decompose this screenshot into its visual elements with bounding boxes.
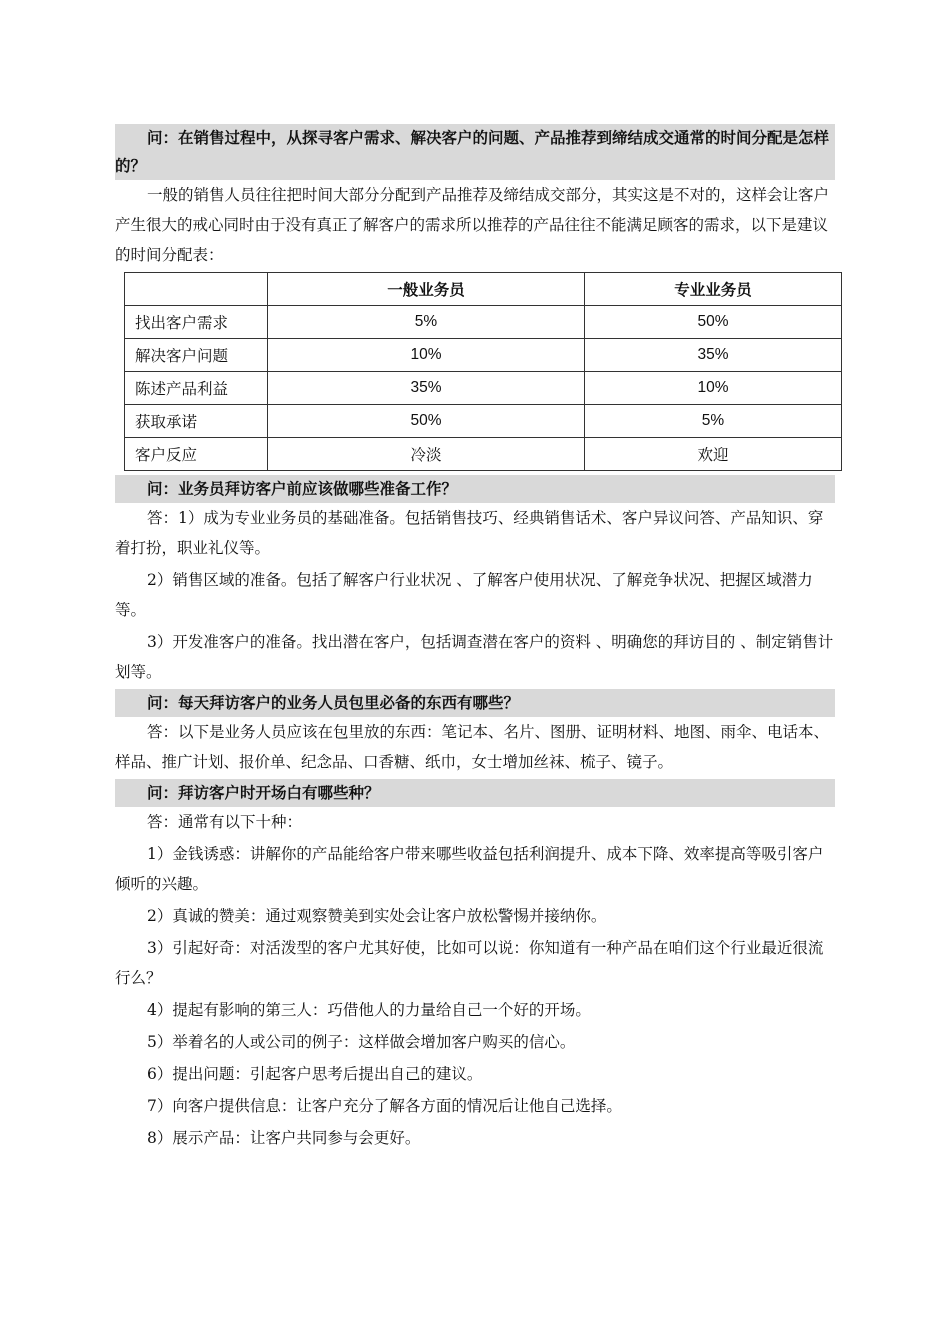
table-cell: 欢迎 (585, 438, 842, 471)
time-allocation-table (124, 272, 842, 471)
answer-paragraph: 答：1）成为专业业务员的基础准备。包括销售技巧、经典销售话术、客户异议问答、产品知识、穿着打扮，职业礼仪等。 (115, 509, 824, 557)
answer-paragraph: 4）提起有影响的第三人：巧借他人的力量给自己一个好的开场。 (147, 1001, 591, 1019)
answer-paragraph: 5）举着名的人或公司的例子：这样做会增加客户购买的信心。 (147, 1033, 576, 1051)
answer-paragraph: 1）金钱诱惑：讲解你的产品能给客户带来哪些收益包括利润提升、成本下降、效率提高等吸引客户倾听的兴趣。 (115, 845, 824, 893)
question-opening-lines: 问：拜访客户时开场白有哪些种？ (115, 779, 835, 807)
table-cell: 50% (585, 306, 842, 339)
table-cell: 陈述产品利益 (125, 372, 268, 405)
table-cell: 5% (268, 306, 585, 339)
table-header-cell: 专业业务员 (585, 273, 842, 306)
table-cell: 5% (585, 405, 842, 438)
table-cell: 客户反应 (125, 438, 268, 471)
answer-paragraph: 2）真诚的赞美：通过观察赞美到实处会让客户放松警惕并接纳你。 (147, 907, 607, 925)
table-row (125, 339, 842, 372)
answer-paragraph: 3）开发准客户的准备。找出潜在客户，包括调查潜在客户的资料 、明确您的拜访目的 、制定销售计划等。 (115, 633, 834, 681)
question-time-allocation: 问：在销售过程中，从探寻客户需求、解决客户的问题、产品推荐到缔结成交通常的时间分配是怎样的？ (115, 124, 835, 180)
table-row (125, 438, 842, 471)
table-row (125, 405, 842, 438)
table-cell: 35% (585, 339, 842, 372)
table-cell: 获取承诺 (125, 405, 268, 438)
answer-paragraph: 8）展示产品：让客户共同参与会更好。 (147, 1129, 421, 1147)
table-header-cell: 一般业务员 (268, 273, 585, 306)
question-preparation: 问：业务员拜访客户前应该做哪些准备工作？ (115, 475, 835, 503)
answer-paragraph: 2）销售区域的准备。包括了解客户行业状况 、了解客户使用状况、了解竞争状况、把握区域潜力等。 (115, 571, 813, 619)
question-bag-essentials: 问：每天拜访客户的业务人员包里必备的东西有哪些？ (115, 689, 835, 717)
table-row (125, 306, 842, 339)
table-cell: 10% (585, 372, 842, 405)
table-cell: 解决客户问题 (125, 339, 268, 372)
answer-time-allocation: 一般的销售人员往往把时间大部分分配到产品推荐及缔结成交部分，其实这是不对的，这样会让客户产生很大的戒心同时由于没有真正了解客户的需求所以推荐的产品往往不能满足顾客的需求，以下是建议的时间分配表： (115, 186, 830, 264)
answer-paragraph: 3）引起好奇：对活泼型的客户尤其好使，比如可以说：你知道有一种产品在咱们这个行业最近很流行么？ (115, 939, 824, 987)
table-header-row (125, 273, 842, 306)
table-cell: 10% (268, 339, 585, 372)
table-cell: 冷淡 (268, 438, 585, 471)
table-cell: 35% (268, 372, 585, 405)
answer-paragraph: 答：通常有以下十种： (147, 813, 303, 831)
document-page (115, 124, 835, 1155)
answer-paragraph: 7）向客户提供信息：让客户充分了解各方面的情况后让他自己选择。 (147, 1097, 622, 1115)
table-cell: 50% (268, 405, 585, 438)
table-cell: 找出客户需求 (125, 306, 268, 339)
table-row (125, 372, 842, 405)
table-header-cell (125, 273, 268, 306)
answer-paragraph: 6）提出问题：引起客户思考后提出自己的建议。 (147, 1065, 483, 1083)
answer-paragraph: 答：以下是业务人员应该在包里放的东西：笔记本、名片、图册、证明材料、地图、雨伞、电话本、样品、推广计划、报价单、纪念品、口香糖、纸巾，女士增加丝袜、梳子、镜子。 (115, 723, 830, 771)
